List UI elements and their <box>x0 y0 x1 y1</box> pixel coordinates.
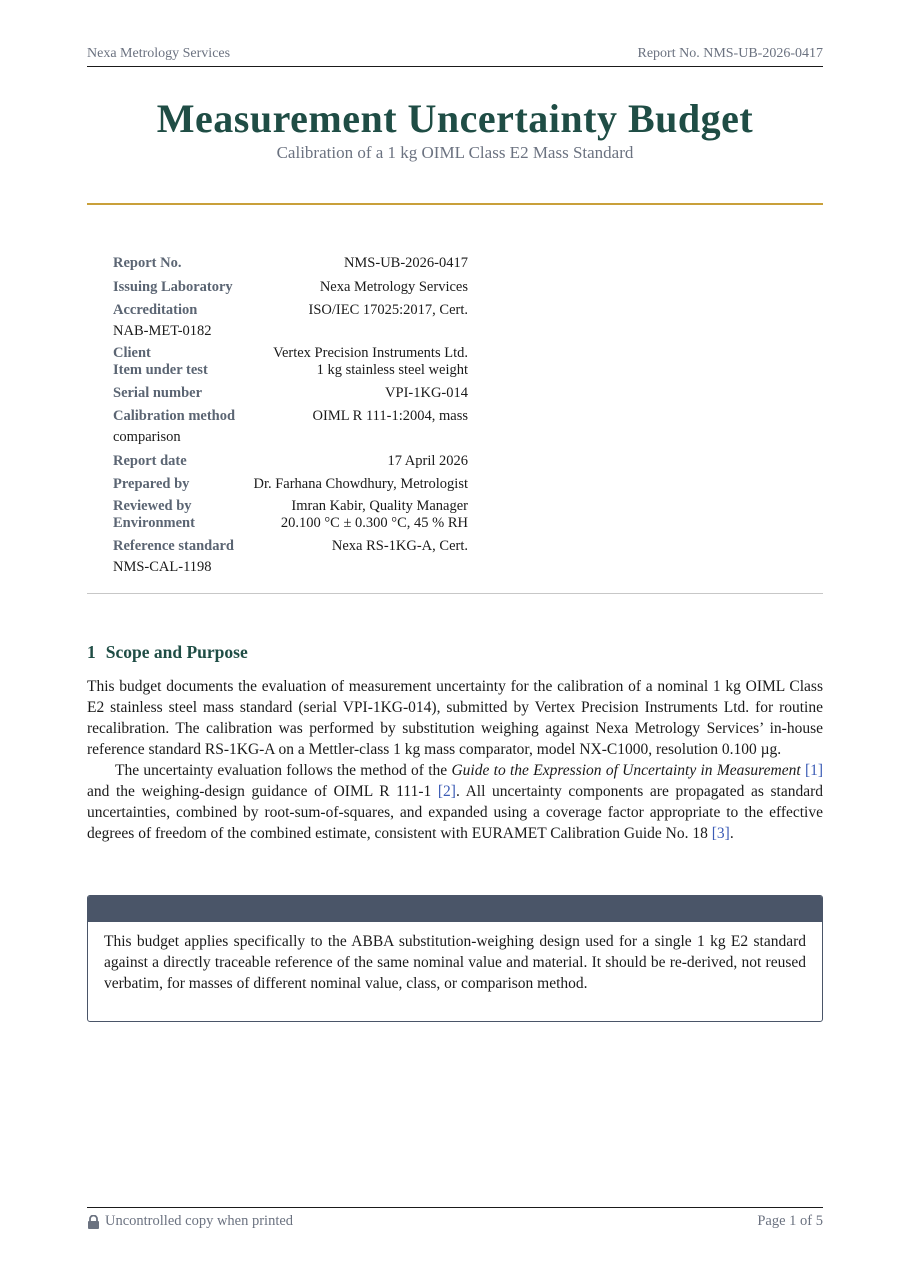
meta-key: Report No. <box>113 255 182 271</box>
meta-value: 20.100 °C ± 0.300 °C, 45 % RH <box>280 514 468 531</box>
page-footer <box>87 1207 823 1230</box>
meta-key: Reference standard <box>113 537 234 554</box>
title-rule <box>87 203 823 205</box>
document-title: Measurement Uncertainty Budget <box>156 96 754 141</box>
citation-link[interactable]: [1] <box>804 762 824 779</box>
meta-value: VPI-1KG-014 <box>385 384 468 401</box>
meta-key: Item under test <box>113 361 208 378</box>
meta-row-report-no <box>113 253 468 274</box>
text-run: . All uncertainty components are propagated as standard uncertainties, combined by root-sum-of-squares, and expanded using a coverage factor appropriate to the effective degrees of freedom of the combined estimate, consistent with EURAMET Calibration Guide No. 18 <box>87 783 823 842</box>
meta-value-continued: NMS-CAL-1198 <box>113 558 212 575</box>
document-subtitle: Calibration of a 1 kg OIML Class E2 Mass Standard <box>276 143 634 162</box>
report-metadata <box>113 253 468 580</box>
section-body <box>87 676 823 844</box>
meta-row-serial <box>113 383 468 404</box>
lock-icon <box>87 1215 100 1229</box>
note-callout <box>87 895 823 1022</box>
meta-value: NMS-UB-2026-0417 <box>343 255 468 271</box>
meta-value-continued: comparison <box>113 429 181 445</box>
meta-key: Accreditation <box>113 302 198 318</box>
section-number: 1 <box>87 642 96 662</box>
footer-notice: Uncontrolled copy when printed <box>105 1213 294 1229</box>
citation-link[interactable]: [2] <box>437 783 456 800</box>
meta-row-report-date <box>113 451 468 472</box>
page-number: Page 1 of 5 <box>757 1213 823 1229</box>
callout-header-bar <box>88 896 822 922</box>
text-run: . <box>729 825 734 842</box>
meta-value: Imran Kabir, Quality Manager <box>291 497 468 514</box>
meta-key: Calibration method <box>113 408 236 424</box>
section-title: Scope and Purpose <box>105 642 248 662</box>
title-block <box>87 96 823 164</box>
metadata-rule <box>87 593 823 594</box>
meta-key: Issuing Laboratory <box>113 278 233 295</box>
meta-row-reference-standard <box>113 536 468 578</box>
meta-value: ISO/IEC 17025:2017, Cert. <box>308 302 468 318</box>
meta-key: Client <box>113 344 151 361</box>
meta-key: Environment <box>113 514 195 531</box>
meta-key: Prepared by <box>113 476 190 492</box>
meta-key: Serial number <box>113 384 203 401</box>
meta-row-issuing-lab <box>113 277 468 298</box>
document-page <box>87 0 823 1287</box>
meta-row-reviewed-by <box>113 498 468 515</box>
meta-value: Nexa RS-1KG-A, Cert. <box>331 537 468 554</box>
callout-text: This budget applies specifically to the ABBA substitution-weighing design used for a single 1 kg E2 standard against a directly traceable reference of the same nominal value and material. It should be re-derived, not reused verbatim, for masses of different nominal value, class, or comparison method. <box>104 933 806 992</box>
meta-value: 1 kg stainless steel weight <box>316 361 468 378</box>
meta-row-prepared-by <box>113 474 468 495</box>
header-report-ref: Report No. NMS-UB-2026-0417 <box>637 46 823 61</box>
meta-value-continued: NAB-MET-0182 <box>113 323 212 339</box>
meta-key: Report date <box>113 452 187 469</box>
meta-key: Reviewed by <box>113 497 192 514</box>
meta-row-item <box>113 362 468 379</box>
meta-value: Nexa Metrology Services <box>319 278 468 295</box>
running-header <box>87 46 823 67</box>
paragraph <box>87 760 823 844</box>
meta-row-environment <box>113 515 468 532</box>
citation-link[interactable]: [3] <box>711 825 730 842</box>
meta-row-method <box>113 406 468 448</box>
footer-notice-group <box>87 1213 293 1230</box>
paragraph: This budget documents the evaluation of measurement uncertainty for the calibration of a nominal 1 kg OIML Class E2 stainless steel mass standard (serial VPI-1KG-014), submitted by Vertex Precision Instruments Ltd. for routine recalibration. The calibration was performed by substitution weighing against Nexa Metrology Services’ in-house reference standard RS-1KG-A on a Mettler-class 1 kg mass comparator, model NX-C1000, resolution 0.100 µg. <box>87 678 823 758</box>
meta-value: Vertex Precision Instruments Ltd. <box>273 344 468 361</box>
cited-title: Guide to the Expression of Uncertainty in Measurement <box>451 762 801 779</box>
meta-value: 17 April 2026 <box>387 452 468 469</box>
text-run: and the weighing-design guidance of OIML R 111-1 <box>87 783 438 800</box>
meta-value: OIML R 111-1:2004, mass <box>312 408 468 424</box>
header-org: Nexa Metrology Services <box>87 46 231 61</box>
meta-row-client <box>113 345 468 362</box>
section-heading <box>87 642 823 663</box>
meta-value: Dr. Farhana Chowdhury, Metrologist <box>253 476 468 492</box>
text-run: The uncertainty evaluation follows the method of the <box>115 762 452 779</box>
meta-row-accreditation <box>113 300 468 342</box>
